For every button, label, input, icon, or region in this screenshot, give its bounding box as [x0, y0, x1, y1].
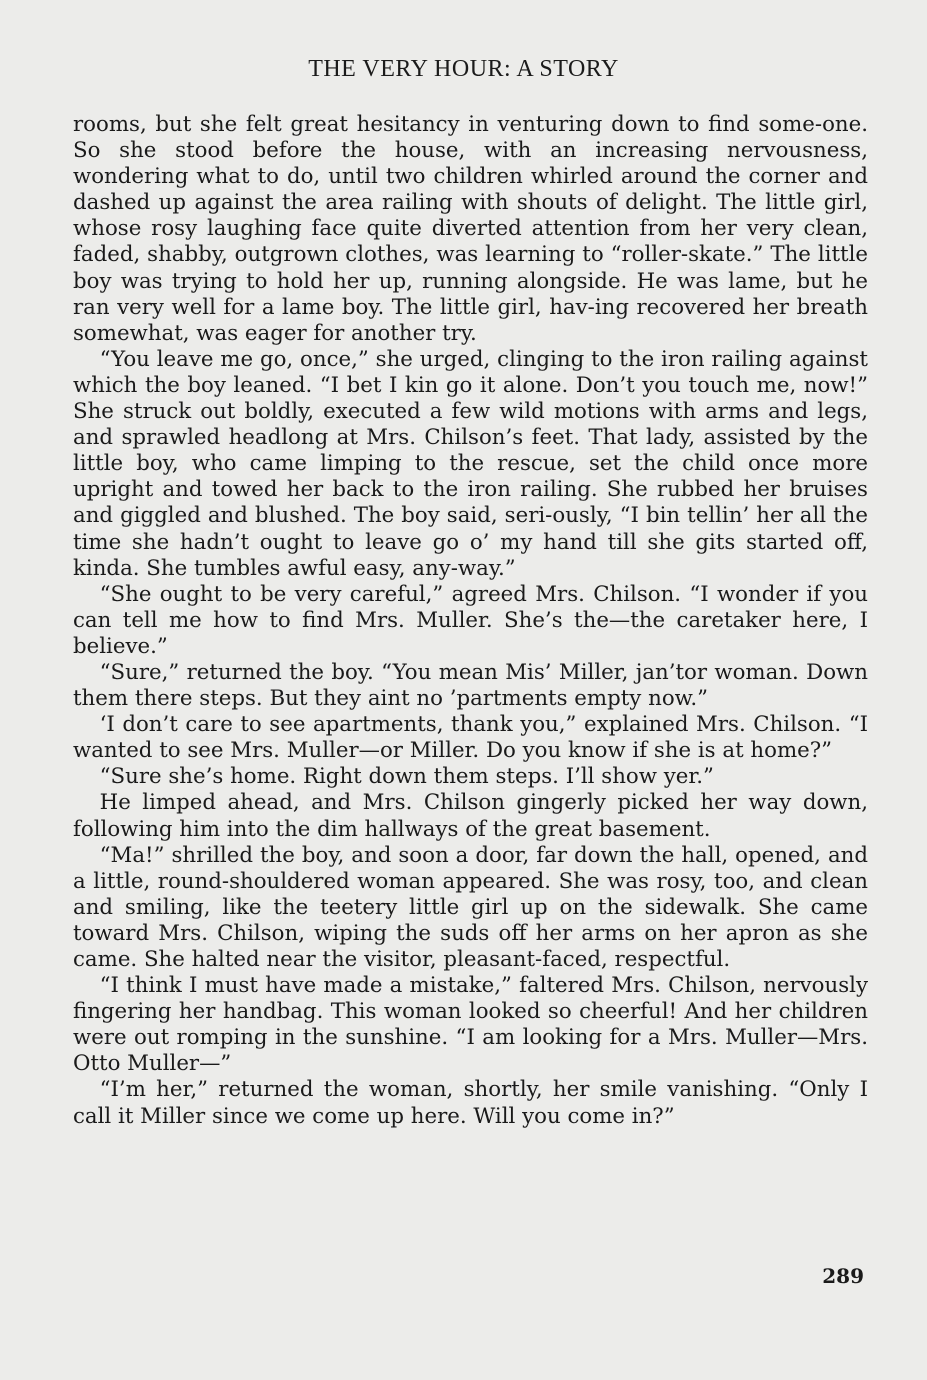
paragraph: “Sure she’s home. Right down them steps. I’ll show yer.” — [99, 764, 714, 790]
paragraph: ‘I don’t care to see apartments, thank you,” explained Mrs. Chilson. “I wanted to see Mrs. Muller—or Miller. Do you know if she is at home?” — [73, 712, 868, 764]
paragraph: “I think I must have made a mistake,” faltered Mrs. Chilson, nervously fingering her handbag. This woman looked so cheerful! And her children were out romping in the sunshine. “I am looking for a Mrs. Muller—Mrs. Otto Muller—” — [73, 973, 868, 1077]
paragraph: “You leave me go, once,” she urged, clinging to the iron railing against which the boy leaned. “I bet I kin go it alone. Don’t you touch me, now!” She struck out boldly, executed a few wild motions with arms and legs, and sprawled headlong at Mrs. Chilson’s feet. That lady, assisted by the little boy, who came limping to the rescue, set the child once more upright and towed her back to the iron railing. She rubbed her bruises and giggled and blushed. The boy said, seri-ously, “I bin tellin’ her all the time she hadn’t ought to leave go o’ my hand till she gits started off, kinda. She tumbles awful easy, any-way.” — [73, 346, 868, 581]
paragraph: “She ought to be very careful,” agreed Mrs. Chilson. “I wonder if you can tell me how to find Mrs. Muller. She’s the—the caretaker here, I believe.” — [73, 581, 868, 659]
paragraph: He limped ahead, and Mrs. Chilson gingerly picked her way down, following him into the dim hallways of the great basement. — [73, 790, 868, 842]
paragraph: “Sure,” returned the boy. “You mean Mis’ Miller, jan’tor woman. Down them there steps. But they aint no ’partments empty now.” — [73, 659, 868, 712]
page-number: 289 — [822, 1264, 864, 1288]
paragraph: rooms, but she felt great hesitancy in venturing down to find some-one. So she stood before the house, with an increasing nervousness, wondering what to do, until two children whirled around the corner and dashed up against the area railing with shouts of delight. The little girl, whose rosy laughing face quite diverted attention from her very clean, faded, shabby, outgrown clothes, was learning to “roller-skate.” The little boy was trying to hold her up, running alongside. He was lame, but he ran very well for a lame boy. The little girl, hav-ing recovered her breath somewhat, was eager for another try. — [73, 112, 868, 346]
story-text — [73, 112, 868, 1130]
paragraph: “Ma!” shrilled the boy, and soon a door, far down the hall, opened, and a little, round-shouldered woman appeared. She was rosy, too, and clean and smiling, like the teetery little girl up on the sidewalk. She came toward Mrs. Chilson, wiping the suds off her arms on her apron as she came. She halted near the visitor, pleasant-faced, respectful. — [73, 842, 868, 972]
running-head: THE VERY HOUR: A STORY — [308, 56, 619, 82]
paragraph: “I’m her,” returned the woman, shortly, her smile vanishing. “Only I call it Miller since we come up here. Will you come in?” — [73, 1077, 868, 1129]
